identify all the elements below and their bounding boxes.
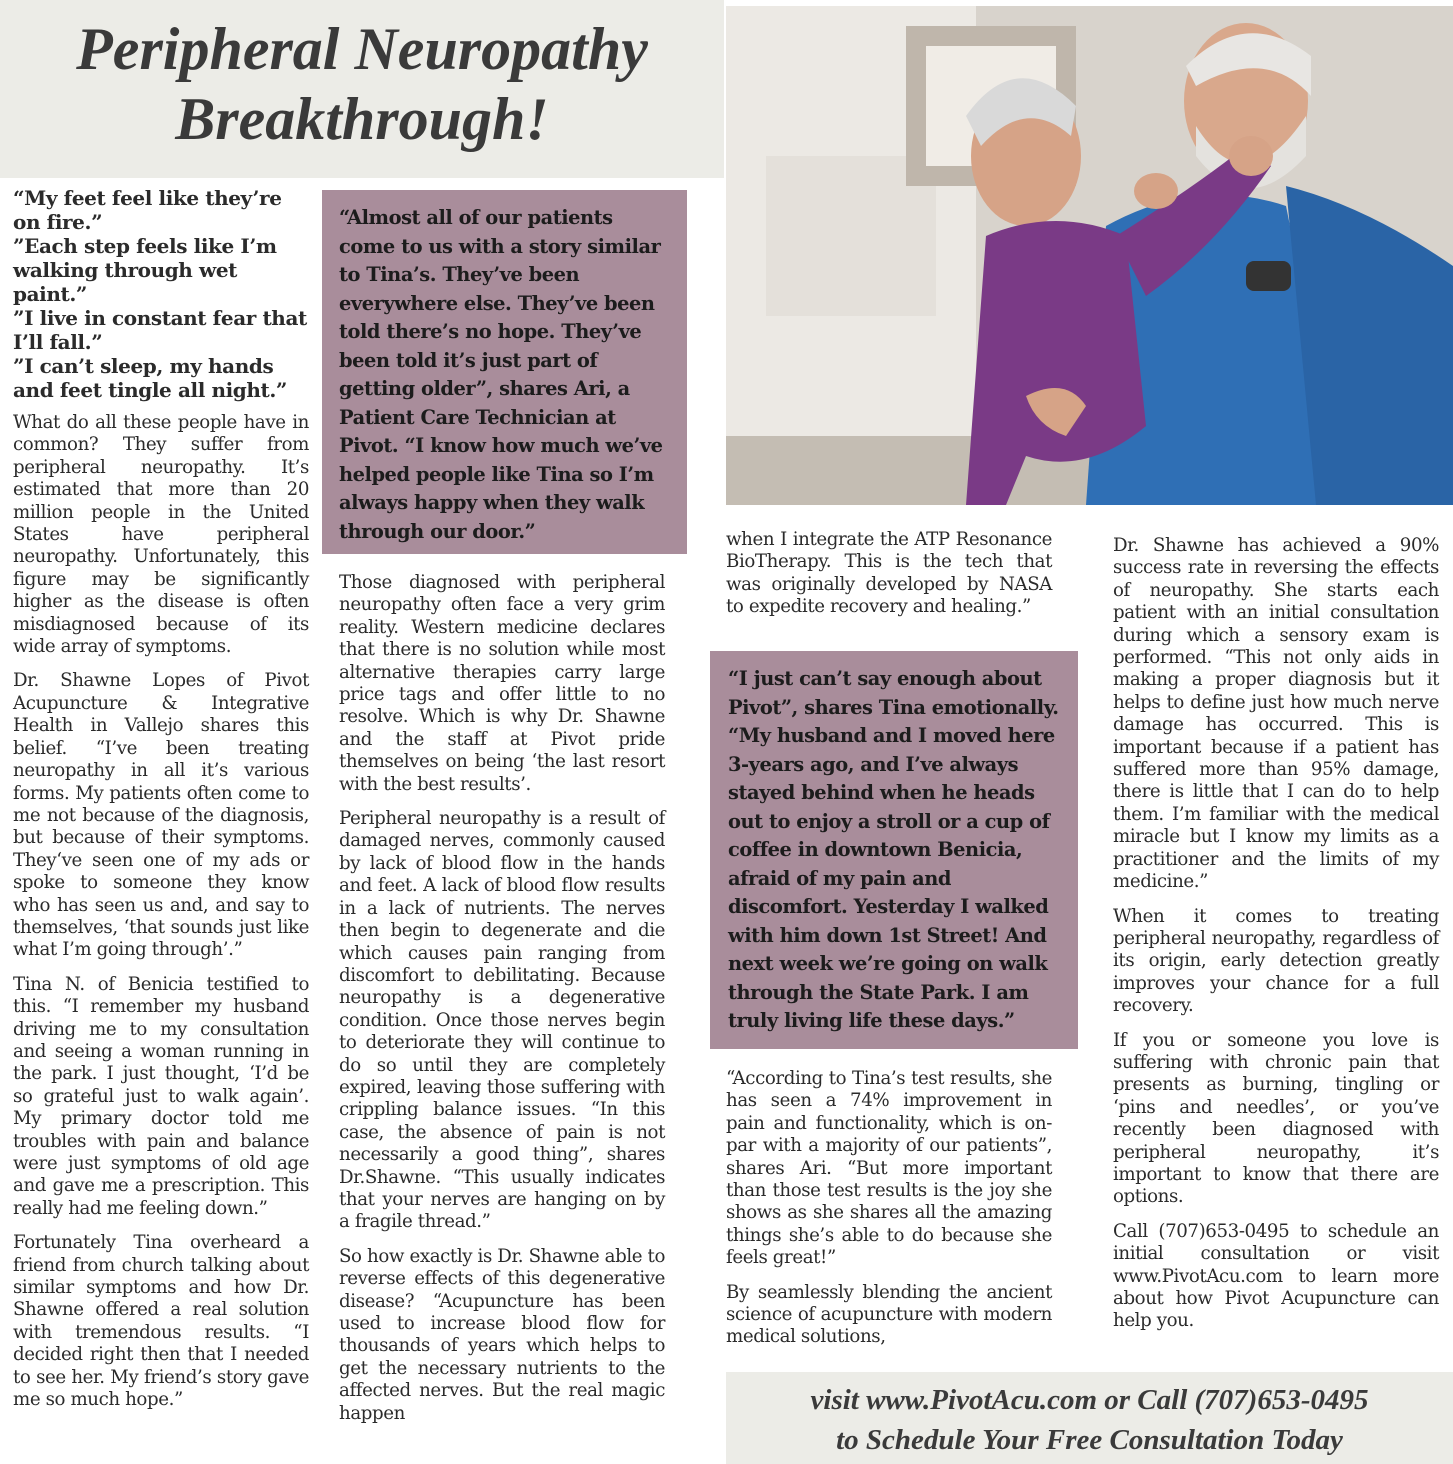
pull-quote-ari: “Almost all of our patients come to us with a story similar to Tina’s. They’ve been everywhere else. They’ve been told there’s no hope. They’ve been told it’s just part of getting older”, shares Ari, a Patient Care Technician at Pivot. “I know how much we’ve helped people like Tina so I’m always happy when they walk through our door.” [322,190,687,554]
column-4 [1113,535,1439,1345]
cta-line-2: to Schedule Your Free Consultation Today [836,1424,1343,1456]
intro-quote: ”I can’t sleep, my hands and feet tingle all night.” [13,354,288,402]
call-to-action [726,1380,1453,1460]
body-paragraph: Dr. Shawne has achieved a 90% success rate in reversing the effects of neuropathy. She starts each patient with an initial consultation during which a sensory exam is performed. “This not only aids in making a proper diagnosis but it helps to define just how much nerve damage has occurred. This is important because if a patient has suffered more than 95% damage, there is little that I can do to help them. I’m familiar with the medical miracle but I know my limits as a practitioner and the limits of my medicine.” [1113,535,1439,893]
body-paragraph: Call (707)653-0495 to schedule an initial consultation or visit www.PivotAcu.com to learn more about how Pivot Acupuncture can help you. [1113,1220,1439,1332]
body-paragraph: By seamlessly blending the ancient science of acupuncture with modern medical solutions, [726,1281,1052,1348]
body-paragraph: Tina N. of Benicia testified to this. “I remember my husband driving me to my consultation and seeing a woman running in the park. I just thought, ‘I’d be so grateful just to walk again’. My primary doctor told me troubles with pain and balance were just symptoms of old age and gave me a prescription. This really had me feeling down.” [13,973,309,1219]
body-paragraph: Dr. Shawne Lopes of Pivot Acupuncture & Integrative Health in Vallejo shares this belief. “I’ve been treating neuropathy in all it’s various forms. My patients often come to me not because of the diagnosis, but because of their symptoms. They‘ve seen one of my ads or spoke to someone they know who has seen us and, and say to themselves, ‘that sounds just like what I’m going through’.” [13,670,309,961]
body-paragraph: Peripheral neuropathy is a result of damaged nerves, commonly caused by lack of blood flow in the hands and feet. A lack of blood flow results in a lack of nutrients. The nerves then begin to degenerate and die which causes pain ranging from discomfort to debilitating. Because neuropathy is a degenerative condition. Once those nerves begin to deteriorate they will continue to do so until they are completely expired, leaving those suffering with crippling balance issues. “In this case, the absence of pain is not necessarily a good thing”, shares Dr.Shawne. “This usually indicates that your nerves are hanging on by a fragile thread.” [339,808,665,1233]
body-paragraph: Those diagnosed with peripheral neuropathy often face a very grim reality. Western medicine declares that there is no solution while most alternative therapies carry large price tags and offer little to no resolve. Which is why Dr. Shawne and the staff at Pivot pride themselves on being ‘the last resort with the best results’. [339,572,665,795]
intro-quote: ”Each step feels like I’m walking through wet paint.” [13,234,277,306]
column-3-bottom [726,1068,1052,1361]
body-paragraph: “According to Tina’s test results, she has seen a 74% improvement in pain and functionality, which is on-par with a majority of our patients”, shares Ari. “But more important than those test results is the joy she shows as she shares all the amazing things she’s able to do because she feels great!” [726,1068,1052,1269]
column-1 [13,186,309,1423]
couple-photo [726,6,1453,505]
title-line-2: Breakthrough! [175,86,549,152]
page-title [0,14,724,154]
body-paragraph: When it comes to treating peripheral neuropathy, regardless of its origin, early detection greatly improves your chance for a full recovery. [1113,905,1439,1017]
intro-quote: “My feet feel like they’re on fire.” [13,186,282,234]
photo-illustration [726,6,1453,505]
body-paragraph: Fortunately Tina overheard a friend from church talking about similar symptoms and how Dr. Shawne offered a real solution with tremendous results. “I decided right then that I needed to see her. My friend’s story gave me so much hope.” [13,1232,309,1411]
intro-quote: ”I live in constant fear that I’ll fall.” [13,306,307,354]
body-paragraph: So how exactly is Dr. Shawne able to reverse effects of this degenerative disease? “Acupuncture has been used to increase blood flow for thousands of years which helps to get the necessary nutrients to the affected nerves. But the real magic happen [339,1245,665,1424]
intro-quotes [13,186,309,402]
body-paragraph: What do all these people have in common? They suffer from peripheral neuropathy. It’s estimated that more than 20 million people in the United States have peripheral neuropathy. Unfortunately, this figure may be significantly higher as the disease is often misdiagnosed because of its wide array of symptoms. [13,412,309,658]
pull-quote-tina: “I just can’t say enough about Pivot”, shares Tina emotionally. “My husband and I moved here 3-years ago, and I’ve always stayed behind when he heads out to enjoy a stroll or a cup of coffee in downtown Benicia, afraid of my pain and discomfort. Yesterday I walked with him down 1st Street! And next week we’re going on walk through the State Park. I am truly living life these days.” [710,651,1078,1049]
body-paragraph: when I integrate the ATP Resonance BioTherapy. This is the tech that was originally developed by NASA to expedite recovery and healing.” [726,529,1052,618]
column-3-top [726,529,1052,631]
cta-line-1: visit www.PivotAcu.com or Call (707)653-0495 [810,1384,1369,1416]
title-line-1: Peripheral Neuropathy [76,16,648,82]
body-paragraph: If you or someone you love is suffering with chronic pain that presents as burning, tingling or ‘pins and needles’, or you’ve recently been diagnosed with peripheral neuropathy, it’s important to know that there are options. [1113,1029,1439,1208]
column-2 [339,572,665,1437]
